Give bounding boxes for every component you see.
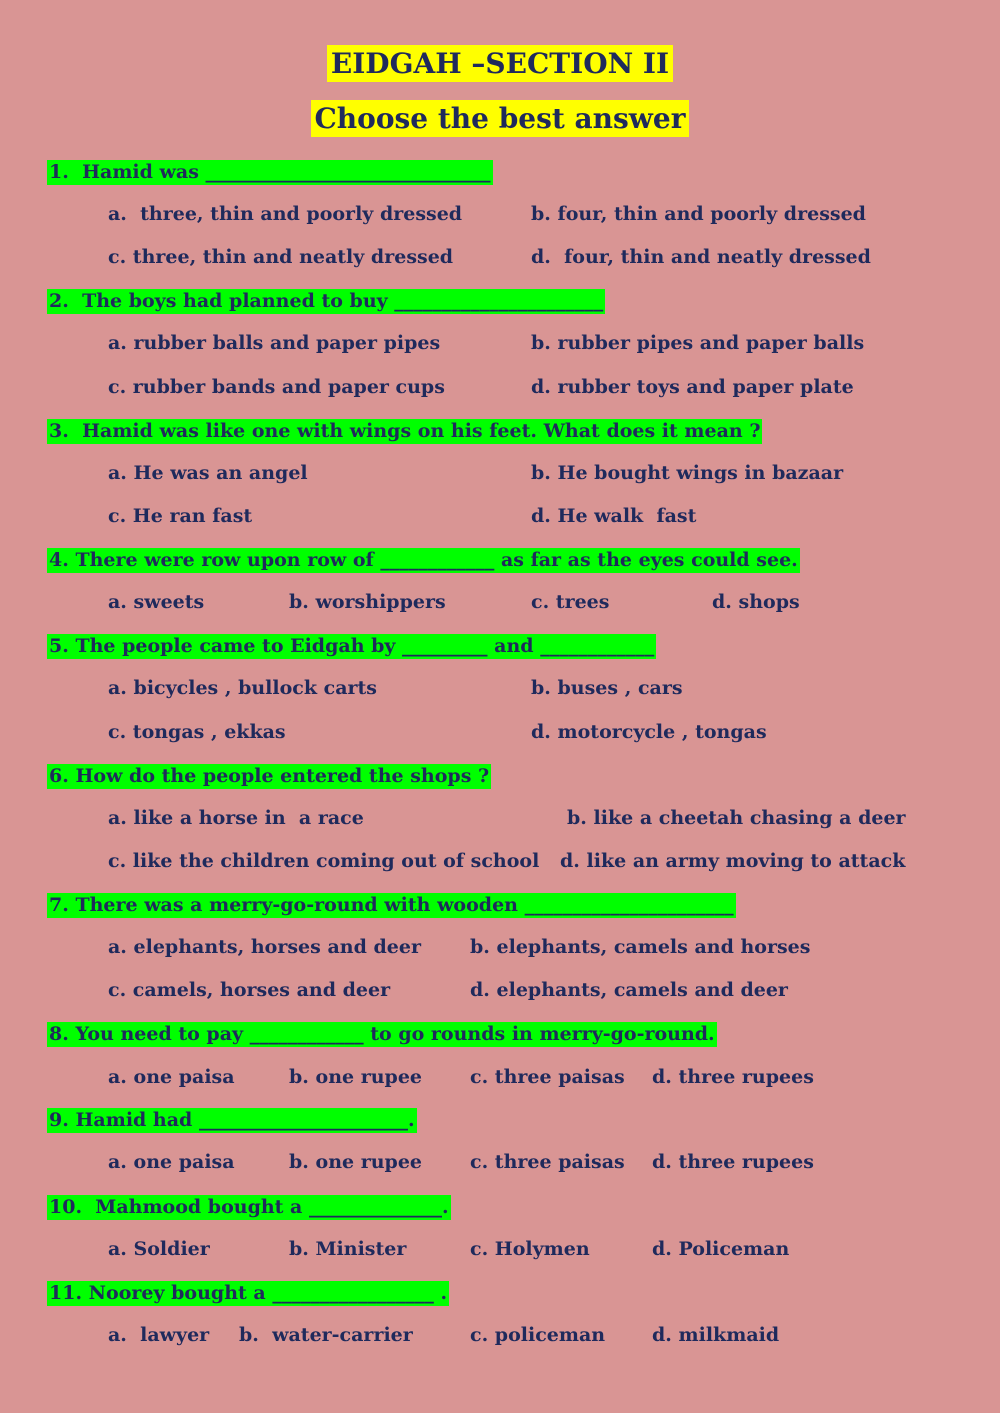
- option-8a[interactable]: a. one paisa: [108, 1066, 235, 1088]
- option-5a[interactable]: a. bicycles , bullock carts: [108, 677, 377, 699]
- question-1: 1. Hamid was ______________________________: [49, 161, 491, 183]
- option-5c[interactable]: c. tongas , ekkas: [108, 721, 286, 743]
- option-10c[interactable]: c. Holymen: [470, 1238, 590, 1260]
- option-8d[interactable]: d. three rupees: [652, 1066, 814, 1088]
- option-5b[interactable]: b. buses , cars: [531, 677, 683, 699]
- option-6b[interactable]: b. like a cheetah chasing a deer: [567, 807, 906, 829]
- question-11: 11. Noorey bought a _________________ .: [49, 1282, 448, 1304]
- option-11c[interactable]: c. policeman: [470, 1324, 606, 1346]
- option-6c[interactable]: c. like the children coming out of school: [108, 850, 540, 872]
- option-6d[interactable]: d. like an army moving to attack: [560, 850, 906, 872]
- page-title: EIDGAH –SECTION II: [0, 47, 1000, 80]
- option-11d[interactable]: d. milkmaid: [652, 1324, 780, 1346]
- question-5: 5. The people came to Eidgah by _________ and ____________: [49, 635, 655, 657]
- option-4c[interactable]: c. trees: [531, 591, 610, 613]
- option-10d[interactable]: d. Policeman: [652, 1238, 790, 1260]
- option-2a[interactable]: a. rubber balls and paper pipes: [108, 332, 441, 354]
- option-9d[interactable]: d. three rupees: [652, 1151, 814, 1173]
- option-3c[interactable]: c. He ran fast: [108, 505, 253, 527]
- option-4a[interactable]: a. sweets: [108, 591, 205, 613]
- option-4d[interactable]: d. shops: [712, 591, 800, 613]
- option-11b[interactable]: b. water-carrier: [239, 1324, 413, 1346]
- option-6a[interactable]: a. like a horse in a race: [108, 807, 364, 829]
- question-4: 4. There were row upon row of ____________ as far as the eyes could see.: [49, 549, 798, 571]
- question-7: 7. There was a merry-go-round with wooden ______________________: [49, 894, 734, 916]
- option-3d[interactable]: d. He walk fast: [531, 505, 697, 527]
- question-10: 10. Mahmood bought a ______________.: [49, 1196, 449, 1218]
- option-3b[interactable]: b. He bought wings in bazaar: [531, 462, 844, 484]
- option-11a[interactable]: a. lawyer: [108, 1324, 210, 1346]
- option-5d[interactable]: d. motorcycle , tongas: [531, 721, 767, 743]
- question-6: 6. How do the people entered the shops ?: [49, 765, 490, 787]
- option-9b[interactable]: b. one rupee: [289, 1151, 422, 1173]
- option-7c[interactable]: c. camels, horses and deer: [108, 979, 391, 1001]
- option-2b[interactable]: b. rubber pipes and paper balls: [531, 332, 865, 354]
- option-2c[interactable]: c. rubber bands and paper cups: [108, 376, 445, 398]
- option-7b[interactable]: b. elephants, camels and horses: [470, 936, 811, 958]
- option-1a[interactable]: a. three, thin and poorly dressed: [108, 203, 463, 225]
- option-4b[interactable]: b. worshippers: [289, 591, 446, 613]
- question-2: 2. The boys had planned to buy ______________________: [49, 290, 604, 312]
- option-10a[interactable]: a. Soldier: [108, 1238, 210, 1260]
- question-9: 9. Hamid had ______________________.: [49, 1109, 415, 1131]
- option-10b[interactable]: b. Minister: [289, 1238, 407, 1260]
- option-9c[interactable]: c. three paisas: [470, 1151, 625, 1173]
- option-1d[interactable]: d. four, thin and neatly dressed: [531, 246, 871, 268]
- option-3a[interactable]: a. He was an angel: [108, 462, 308, 484]
- option-8c[interactable]: c. three paisas: [470, 1066, 625, 1088]
- option-2d[interactable]: d. rubber toys and paper plate: [531, 376, 854, 398]
- question-3: 3. Hamid was like one with wings on his feet. What does it mean ?: [49, 420, 761, 442]
- option-7d[interactable]: d. elephants, camels and deer: [470, 979, 788, 1001]
- instructions-heading: Choose the best answer: [0, 102, 1000, 135]
- option-1b[interactable]: b. four, thin and poorly dressed: [531, 203, 866, 225]
- question-8: 8. You need to pay ____________ to go rounds in merry-go-round.: [49, 1023, 715, 1045]
- option-8b[interactable]: b. one rupee: [289, 1066, 422, 1088]
- option-7a[interactable]: a. elephants, horses and deer: [108, 936, 421, 958]
- option-9a[interactable]: a. one paisa: [108, 1151, 235, 1173]
- option-1c[interactable]: c. three, thin and neatly dressed: [108, 246, 454, 268]
